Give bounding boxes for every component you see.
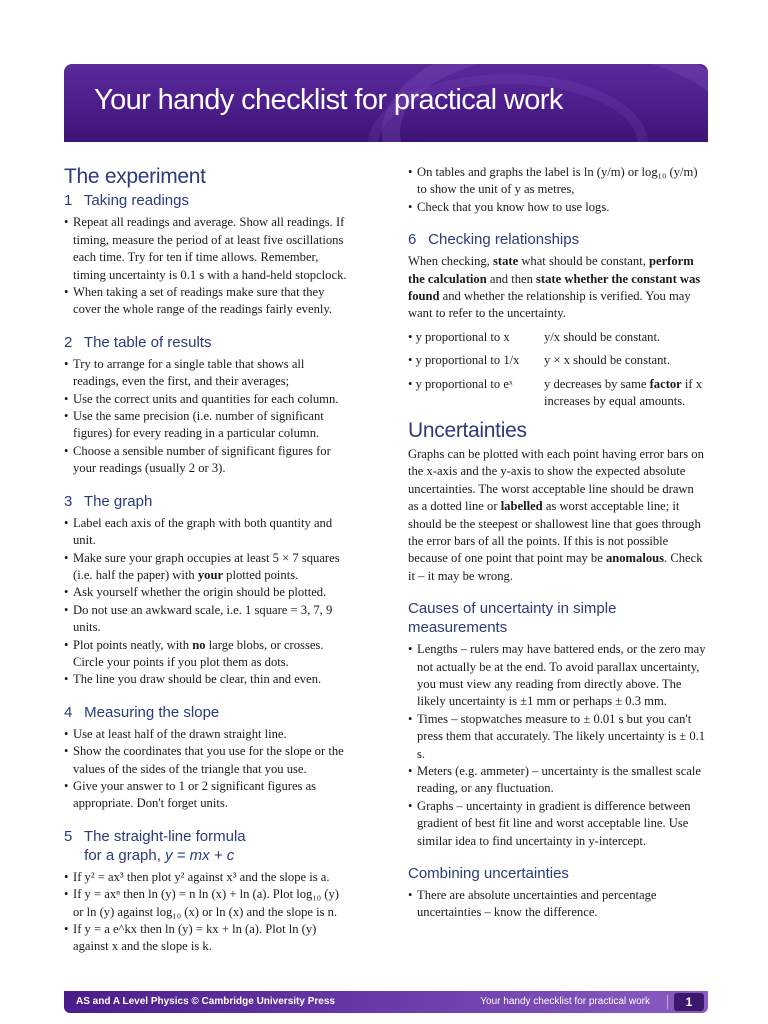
list-item: • Check that you know how to use logs. (408, 199, 610, 214)
list-item: • If y² = ax³ then plot y² against x³ and the slope is a. (64, 869, 330, 884)
list-item: • On tables and graphs the label is ln (y/m) or log₁₀ (y/m) to show the unit of y as metres, (408, 165, 698, 197)
list-item: • Times – stopwatches measure to ± 0.01 s but you can't press them that accurately. The likely uncertainty is ± 0.1 s. (408, 711, 706, 761)
list-item: • Do not use an awkward scale, i.e. 1 square = 3, 7, 9 units. (64, 602, 333, 635)
relationship-row: • y proportional to eˣ y decreases by same factor if x increases by equal amounts. (408, 376, 703, 409)
bullet-list (64, 214, 348, 318)
list-item: • The line you draw should be clear, thin and even. (64, 672, 322, 687)
list-item: • Use the correct units and quantities for each column. (64, 391, 339, 406)
right-column (408, 164, 706, 922)
section-heading-experiment: The experiment (64, 165, 206, 188)
relationship-row: • y proportional to 1/x y × x should be constant. (408, 353, 671, 368)
list-item: • Lengths – rulers may have battered ends, or the zero may not actually be at the end. To avoid parallax uncertainty, you must view any reading from directly above. The likely uncertainty is ±1 mm or perhaps ± 0.3 mm. (408, 642, 706, 709)
list-item: • Plot points neatly, with no large blobs, or crosses. Circle your points if you plot them as dots. (64, 637, 324, 669)
bullet-list (64, 515, 348, 689)
bullet-list (64, 869, 348, 956)
subsection-title: Combining uncertainties (408, 865, 569, 882)
bullet-list (408, 164, 706, 216)
page-number: 1 (674, 993, 704, 1011)
list-item: • If y = axⁿ then ln (y) = n ln (x) + ln (a). Plot log₁₀ (y) or ln (y) against log₁₀ (x) or ln (x) and the slope is n. (64, 887, 339, 919)
list-item: • There are absolute uncertainties and percentage uncertainties – know the difference. (408, 888, 657, 920)
list-item: • Repeat all readings and average. Show all readings. If timing, measure the period of at least five oscillations each time. Try for ten if time allows. Remember, timing uncertainty is 0.1 s with a hand-held stopclock. (64, 215, 347, 282)
page-title: Your handy checklist for practical work (94, 84, 563, 116)
subsection-title: 1 Taking readings (64, 192, 189, 210)
relationship-row: • y proportional to x y/x should be constant. (408, 329, 661, 344)
footer-publisher: AS and A Level Physics © Cambridge University Press (76, 996, 335, 1007)
list-item: • If y = a e^kx then ln (y) = kx + ln (a). Plot ln (y) against x and the slope is k. (64, 922, 317, 954)
paragraph: When checking, state what should be constant, perform the calculation and then state whether the constant was found and whether the relationship is verified. You may want to refer to the uncertainty. (408, 254, 701, 321)
list-item: • Ask yourself whether the origin should be plotted. (64, 585, 327, 600)
list-item: • Try to arrange for a single table that shows all readings, even the first, and their averages; (64, 356, 305, 389)
title-banner (64, 64, 708, 142)
subsection-title: 2 The table of results (64, 333, 212, 351)
bullet-list (408, 641, 706, 850)
subsection-title: 5 The straight-line formula for a graph, y = mx + c (64, 827, 246, 864)
subsection-title: Causes of uncertainty in simple measurements (408, 600, 617, 637)
bullet-list (64, 356, 348, 478)
relationship-table (408, 329, 706, 411)
footer-title: Your handy checklist for practical work (480, 996, 650, 1007)
bullet-list (64, 726, 348, 813)
list-item: • Show the coordinates that you use for the slope or the values of the sides of the triangle that you use. (64, 744, 344, 776)
section-heading-uncertainties: Uncertainties (408, 419, 527, 443)
list-item: • Meters (e.g. ammeter) – uncertainty is the smallest scale reading, or any fluctuation. (408, 763, 701, 796)
list-item: • Graphs – uncertainty in gradient is difference between gradient of best fit line and worst acceptable line. Use similar idea to find uncertainty in y-intercept. (408, 798, 691, 848)
list-item: • Choose a sensible number of significant figures for your readings (usually 2 or 3). (64, 443, 331, 476)
paragraph: Graphs can be plotted with each point having error bars on the x-axis and the y-axis to show the expected absolute uncertainties. The worst acceptable line should be drawn as a dotted line or labelled as worst acceptable line; it should be the steepest or shallowest line that goes through the error bars of all the points. If this is not possible because of one point that point may be anomalous. Check it – it may be wrong. (408, 446, 704, 583)
list-item: • Use at least half of the drawn straight line. (64, 726, 287, 741)
list-item: • Make sure your graph occupies at least 5 × 7 squares (i.e. half the paper) with your plotted points. (64, 550, 340, 582)
bullet-list (408, 887, 706, 922)
list-item: • When taking a set of readings make sure that they cover the whole range of the readings fairly evenly. (64, 285, 332, 317)
subsection-title: 3 The graph (64, 492, 153, 510)
list-item: • Use the same precision (i.e. number of significant figures) for every reading in a particular column. (64, 409, 324, 441)
left-column (64, 164, 348, 956)
list-item: • Give your answer to 1 or 2 significant figures as appropriate. Don't forget units. (64, 778, 317, 811)
subsection-title: 6 Checking relationships (408, 231, 580, 249)
subsection-title: 4 Measuring the slope (64, 703, 220, 721)
footer-bar (64, 991, 708, 1013)
footer-divider (667, 995, 668, 1009)
list-item: • Label each axis of the graph with both quantity and unit. (64, 515, 333, 548)
